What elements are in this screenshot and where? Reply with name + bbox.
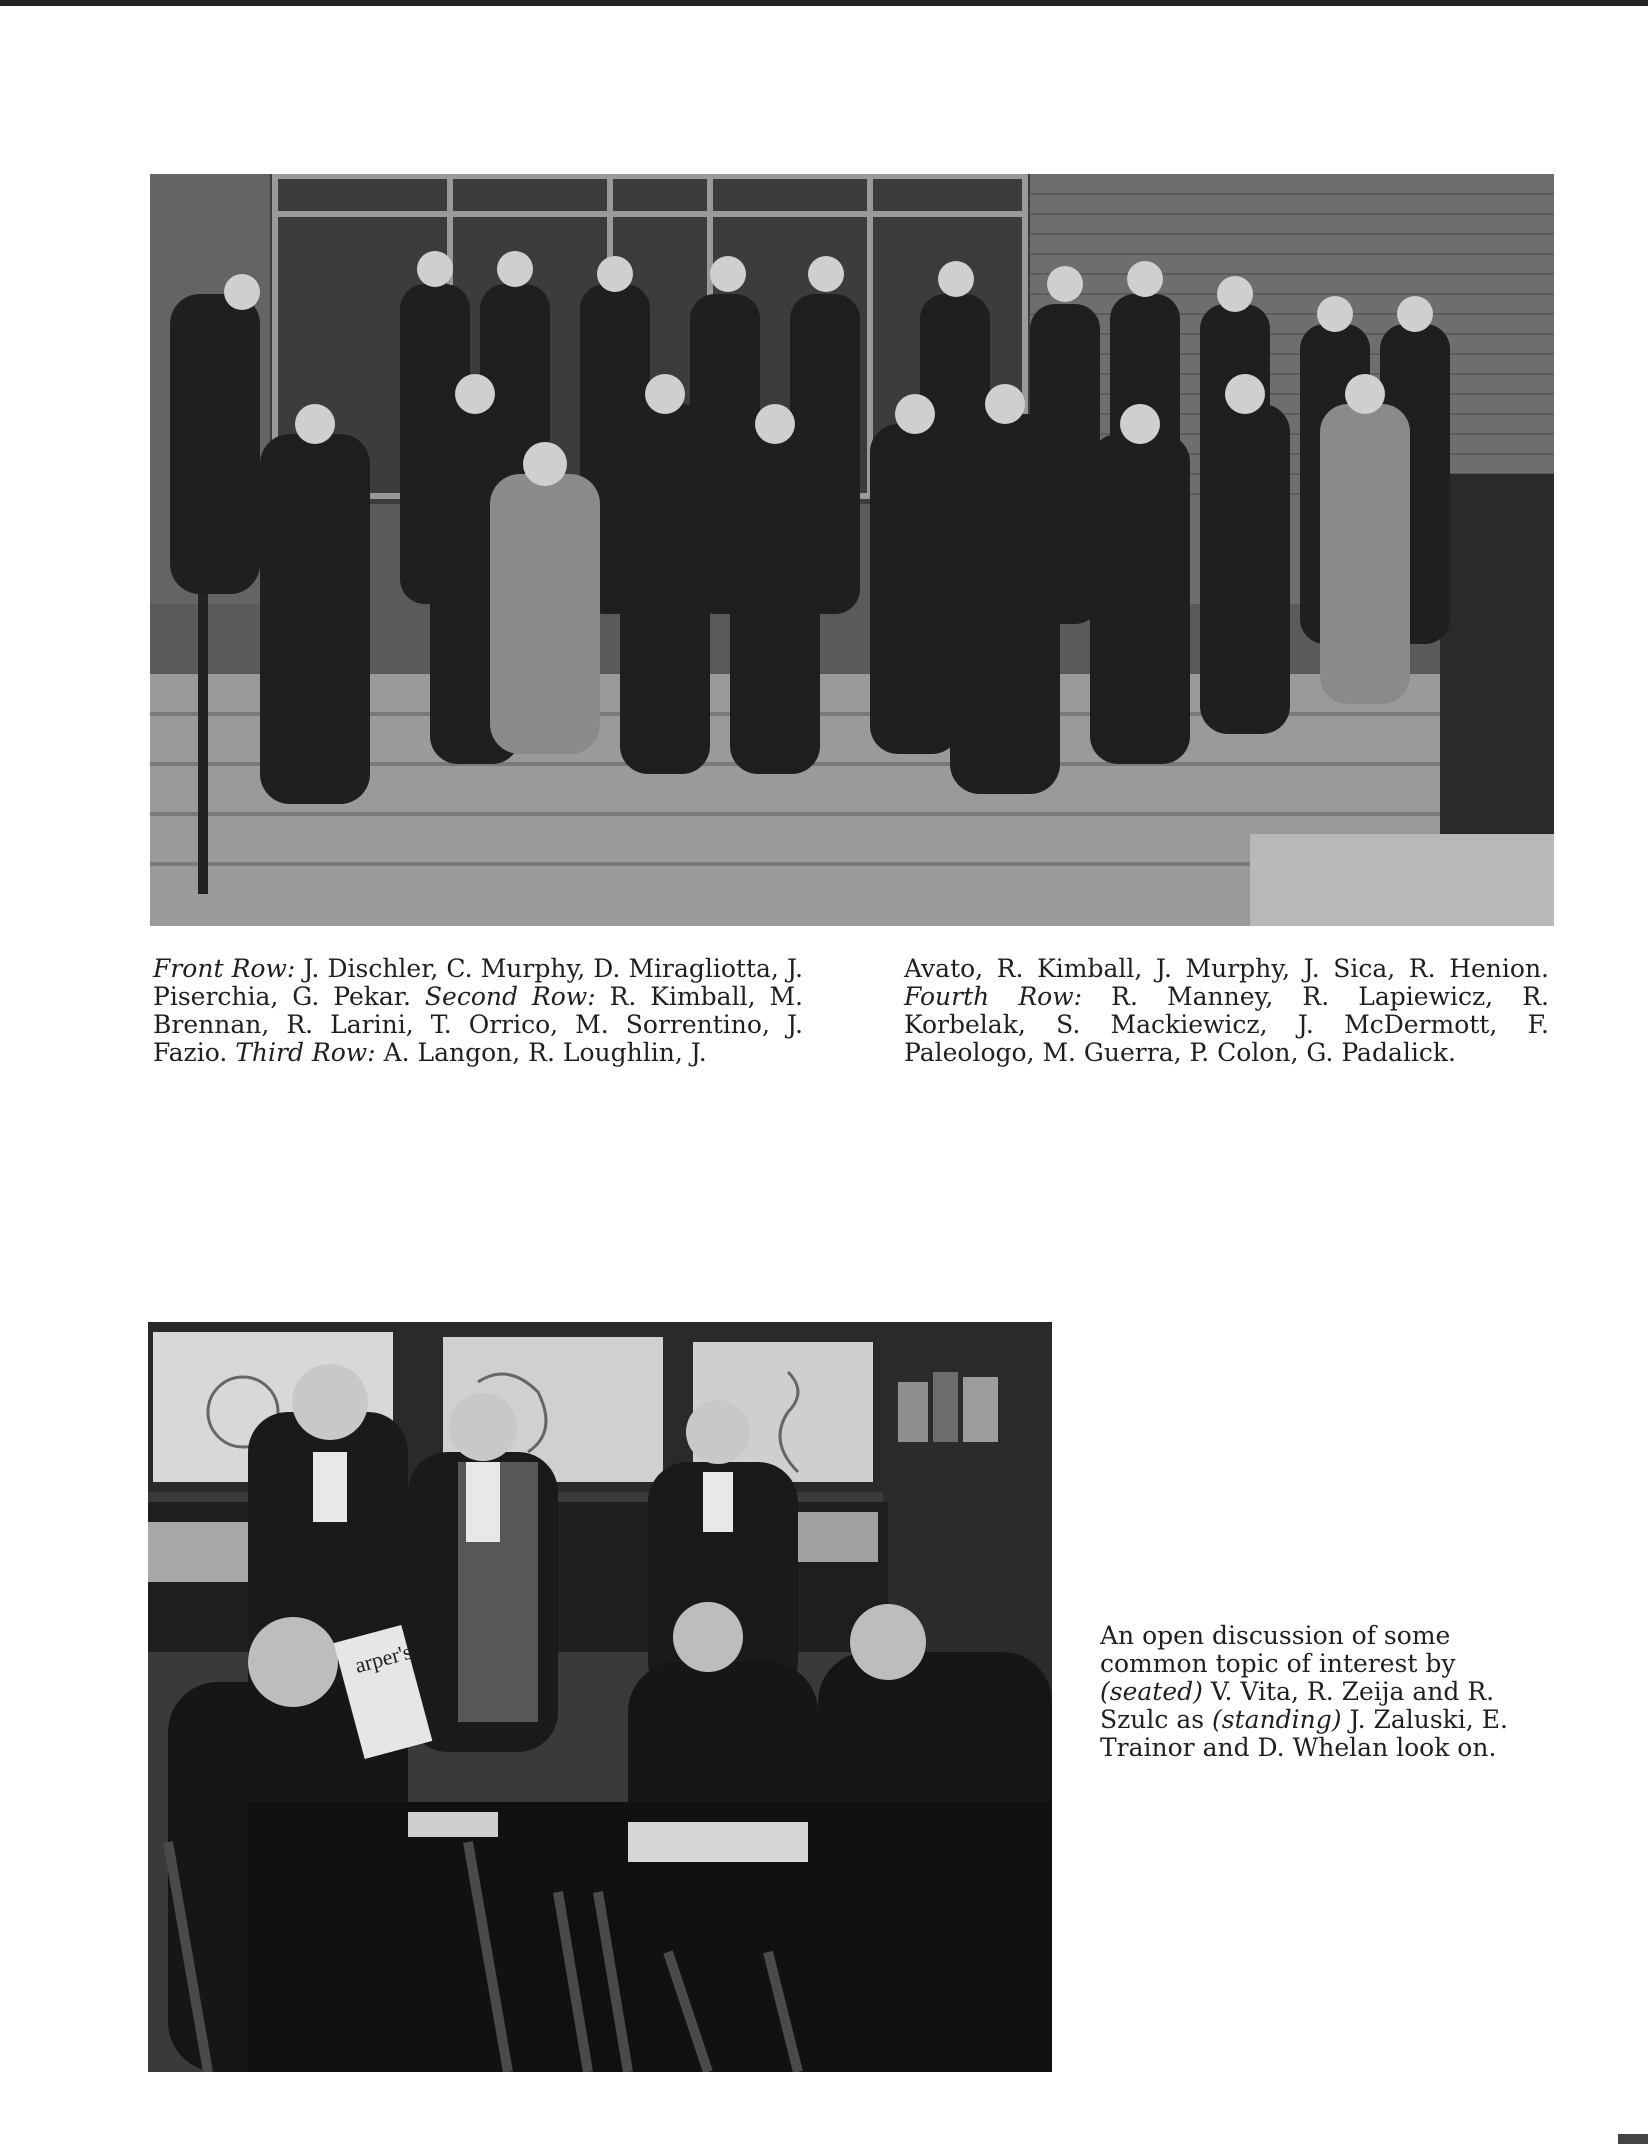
standing-label: (standing) [1212, 1705, 1342, 1734]
group-photo-illustration [150, 174, 1554, 926]
third-row-names-part2: Avato, R. Kimball, J. Murphy, J. Sica, R. Henion. [904, 954, 1549, 983]
library-photo [148, 1322, 1052, 2072]
group-photo [150, 174, 1554, 926]
group-caption-right [904, 955, 1549, 1067]
top-border-rule [0, 0, 1648, 6]
library-caption [1100, 1622, 1550, 1762]
third-row-names-part1: A. Langon, R. Loughlin, J. [383, 1038, 707, 1067]
library-caption-part1: An open discussion of some common topic of interest by [1100, 1621, 1456, 1678]
front-row-names: J. Dischler, C. Murphy, D. Miragliotta, J. Piserchia, G. Pekar. [153, 954, 803, 1011]
page-number-mark [1618, 2134, 1648, 2144]
library-caption-part3: J. Zaluski, E. Trainor and D. Whelan look on. [1100, 1705, 1508, 1762]
library-caption-part2: V. Vita, R. Zeija and R. Szulc as [1100, 1677, 1495, 1734]
library-photo-illustration [148, 1322, 1052, 2072]
seated-label: (seated) [1100, 1677, 1203, 1706]
fourth-row-names: R. Manney, R. Lapiewicz, R. Korbelak, S. Mackiewicz, J. McDermott, F. Paleologo, M. Guerra, P. Colon, G. Padalick. [904, 982, 1550, 1067]
third-row-label: Third Row: [235, 1038, 376, 1067]
group-caption-left [153, 955, 803, 1067]
second-row-label: Second Row: [424, 982, 596, 1011]
fourth-row-label: Fourth Row: [904, 982, 1083, 1011]
front-row-label: Front Row: [153, 954, 296, 983]
second-row-names: R. Kimball, M. Brennan, R. Larini, T. Orrico, M. Sorrentino, J. Fazio. [153, 982, 803, 1067]
magazine-title: arper's [352, 1638, 415, 1678]
